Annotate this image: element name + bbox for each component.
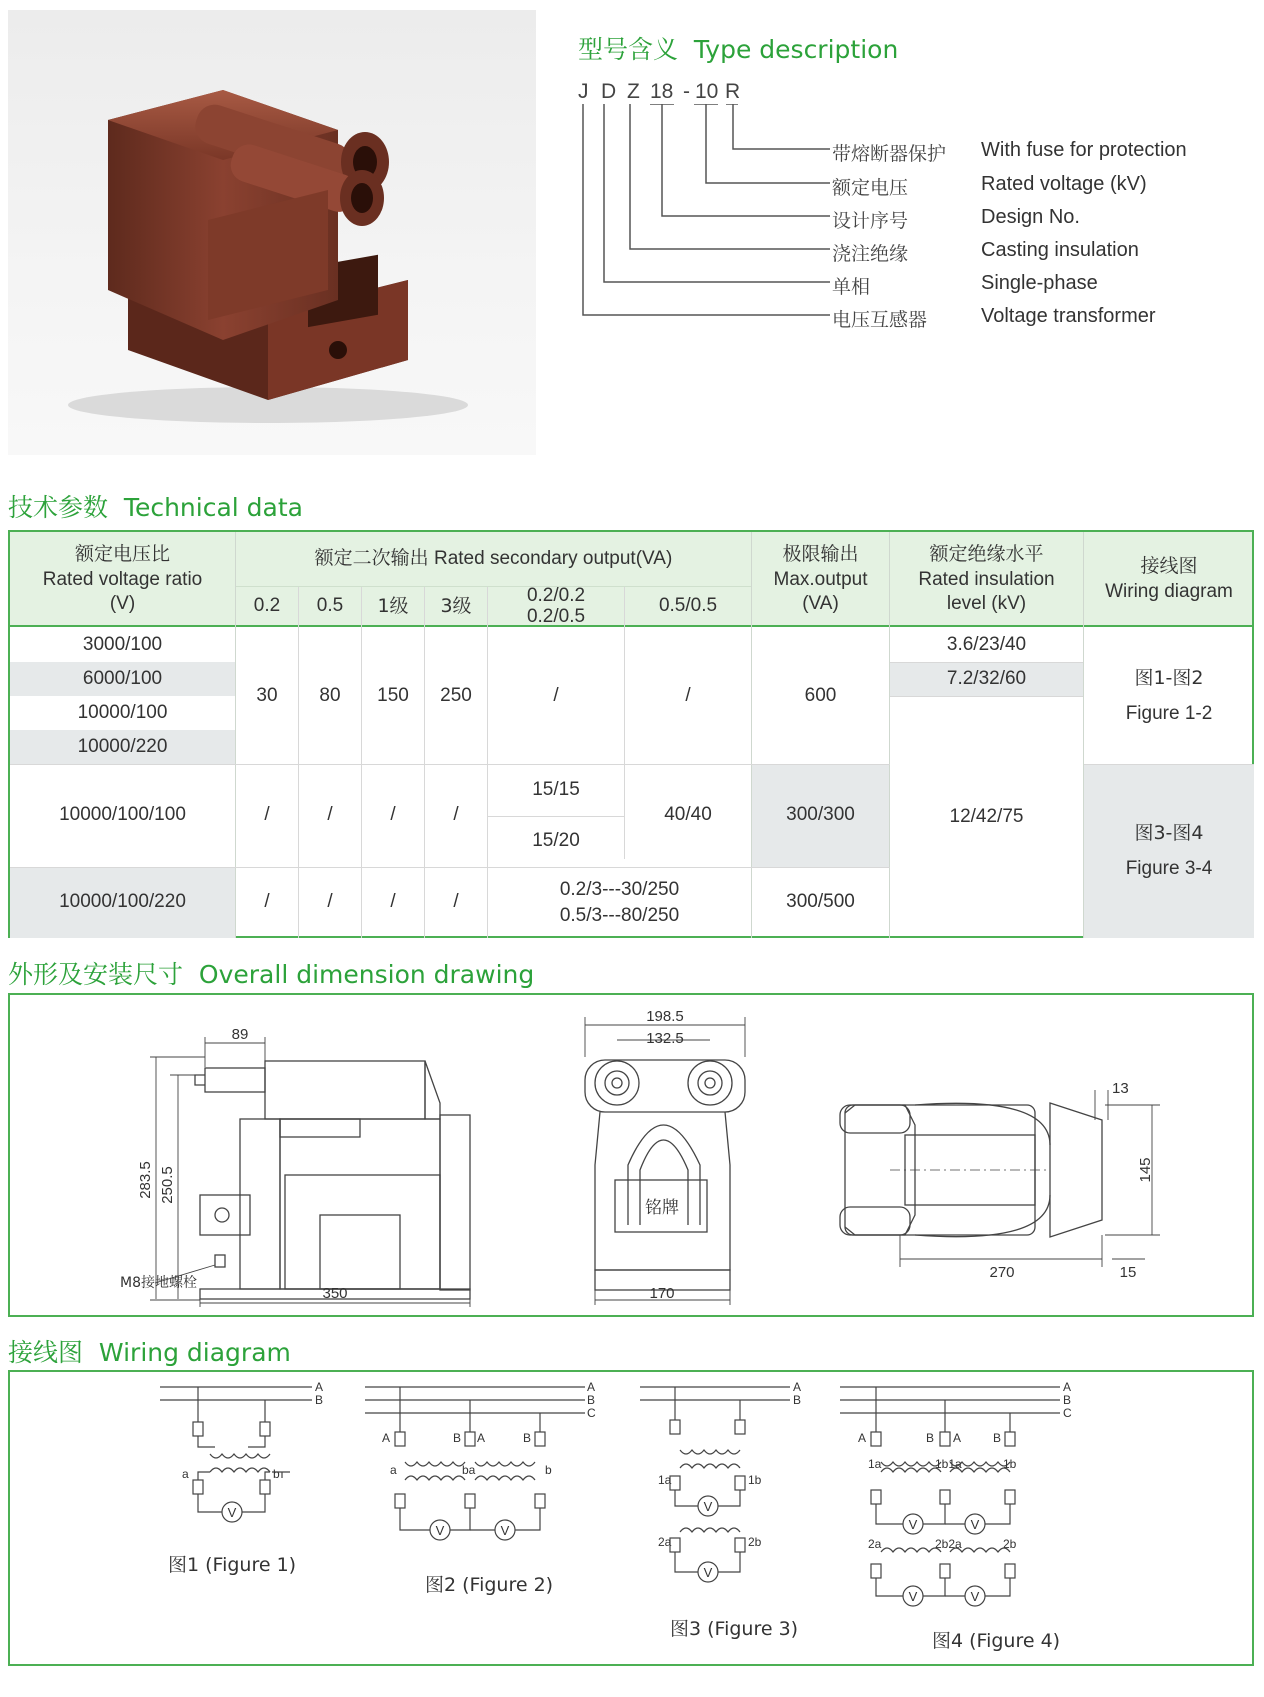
phase-a-label: A (1063, 1380, 1072, 1394)
value-cell: 15/15 (532, 778, 580, 800)
ratio-cell: 10000/100/100 (59, 804, 186, 826)
value-cell: / (685, 684, 691, 706)
dimension-drawings (10, 995, 1252, 1315)
terminal-2b-label: 2b (748, 1535, 762, 1549)
dim-283-5: 283.5 (137, 1161, 154, 1199)
terminal-a-label: A (477, 1431, 486, 1445)
ratio-cell: 6000/100 (82, 667, 163, 689)
code-letter-r: R (725, 80, 741, 103)
voltmeter-label: V (703, 1565, 713, 1580)
product-photo (8, 10, 536, 455)
terminal-2b-label: 2b (1003, 1537, 1017, 1551)
td-row-cn-5: 单相 (832, 276, 871, 298)
figure-4-caption: 图4 (Figure 4) (932, 1630, 1061, 1652)
dimension-frame (8, 993, 1254, 1317)
value-cell: 15/20 (532, 830, 580, 852)
code-voltage: 10 (695, 80, 719, 103)
type-description-title: 型号含义 Type description (578, 35, 899, 64)
header-class-05-05: 0.5/0.5 (658, 595, 718, 617)
voltmeter-label: V (500, 1523, 510, 1538)
value-cell: / (264, 804, 270, 826)
header-class-1: 1级 (377, 595, 409, 618)
value-cell: 300/500 (786, 891, 855, 913)
terminal-b-label: B (993, 1431, 1002, 1445)
dim-15: 15 (1119, 1264, 1137, 1281)
dim-132-5: 132.5 (646, 1030, 684, 1047)
phase-a-label: A (587, 1380, 596, 1394)
dim-89: 89 (231, 1026, 249, 1043)
value-cell: / (553, 684, 559, 706)
value-cell: / (390, 891, 396, 913)
phase-b-label: B (793, 1393, 802, 1407)
phase-c-label: C (587, 1406, 596, 1420)
header-insulation: 额定绝缘水平 Rated insulation level (kV) (918, 542, 1055, 615)
header-secondary-output: 额定二次输出 Rated secondary output(VA) (314, 547, 673, 570)
technical-data-table (8, 530, 1254, 938)
value-cell: / (327, 891, 333, 913)
dim-145: 145 (1137, 1157, 1154, 1183)
td-row-en-3: Design No. (981, 206, 1080, 228)
figure-3-caption: 图3 (Figure 3) (670, 1618, 799, 1640)
header-class-0-5: 0.5 (316, 595, 344, 617)
ratio-cell: 10000/100/220 (59, 891, 186, 913)
wiring-title: 接线图 Wiring diagram (8, 1338, 291, 1367)
ratio-cell: 10000/220 (77, 735, 168, 757)
td-row-cn-6: 电压互感器 (832, 309, 928, 331)
code-letter-j: J (578, 80, 589, 103)
value-cell: / (453, 804, 459, 826)
value-cell: 80 (319, 684, 341, 706)
dim-198-5: 198.5 (646, 1008, 684, 1025)
code-dash: - (683, 80, 690, 103)
value-cell: / (327, 804, 333, 826)
terminal-1b-label: 1b (1003, 1457, 1017, 1471)
td-row-cn-2: 额定电压 (832, 177, 909, 199)
voltmeter-label: V (703, 1499, 713, 1514)
header-ratio: 额定电压比 Rated voltage ratio (V) (42, 542, 203, 615)
value-cell: 150 (377, 684, 409, 706)
dim-170: 170 (649, 1285, 675, 1302)
terminal-a-label: a (390, 1463, 397, 1477)
phase-a-label: A (315, 1380, 324, 1394)
code-letter-z: Z (627, 80, 640, 103)
code-leader-lines (578, 104, 838, 324)
header-class-0-2: 0.2 (253, 595, 281, 617)
dim-350: 350 (322, 1285, 348, 1302)
terminal-1a-label: 1a (658, 1473, 672, 1487)
terminal-b-label: B (926, 1431, 935, 1445)
phase-b-label: B (1063, 1393, 1072, 1407)
terminal-b-label: B (453, 1431, 462, 1445)
header-class-3: 3级 (440, 595, 472, 618)
terminal-2a-label: 2a (868, 1537, 882, 1551)
figure-2-caption: 图2 (Figure 2) (425, 1574, 554, 1596)
voltmeter-label: V (435, 1523, 445, 1538)
phase-b-label: B (315, 1393, 324, 1407)
code-design-no: 18 (650, 80, 674, 103)
phase-c-label: C (1063, 1406, 1072, 1420)
voltmeter-label: V (908, 1517, 918, 1532)
terminal-a-label: A (953, 1431, 962, 1445)
wiring-cell: 图1-图2 Figure 1-2 (1125, 667, 1213, 724)
td-row-cn-3: 设计序号 (832, 210, 909, 232)
dim-13: 13 (1112, 1080, 1129, 1097)
value-cell: / (453, 891, 459, 913)
nameplate-label: 铭牌 (645, 1198, 679, 1218)
insulation-cell: 7.2/32/60 (946, 667, 1027, 689)
ground-bolt-label: M8接地螺栓 (120, 1275, 197, 1291)
code-letter-d: D (601, 80, 617, 103)
header-wiring: 接线图 Wiring diagram (1105, 555, 1233, 602)
transformer-illustration (8, 10, 536, 455)
ratio-cell: 10000/100 (77, 701, 168, 723)
voltmeter-label: V (227, 1505, 237, 1520)
value-cell: 40/40 (664, 804, 712, 826)
td-row-en-2: Rated voltage (kV) (981, 173, 1147, 195)
figure-1-caption: 图1 (Figure 1) (168, 1554, 297, 1576)
wiring-diagrams (10, 1372, 1252, 1664)
phase-b-label: B (587, 1393, 596, 1407)
td-row-en-1: With fuse for protection (981, 139, 1187, 161)
terminal-ba-label: ba (462, 1463, 476, 1477)
wiring-frame (8, 1370, 1254, 1666)
value-cell: / (390, 804, 396, 826)
dimension-title: 外形及安装尺寸 Overall dimension drawing (8, 960, 535, 989)
value-cell: / (264, 891, 270, 913)
terminal-b-label: b (273, 1467, 280, 1481)
phase-a-label: A (793, 1380, 802, 1394)
terminal-1b-label: 1b (748, 1473, 762, 1487)
wiring-cell: 图3-图4 Figure 3-4 (1125, 822, 1213, 879)
value-cell: 0.2/3---30/250 0.5/3---80/250 (559, 878, 680, 926)
voltmeter-label: V (908, 1589, 918, 1604)
td-row-cn-4: 浇注绝缘 (832, 243, 909, 265)
dim-270: 270 (989, 1264, 1015, 1281)
terminal-2a-label: 2a (658, 1535, 672, 1549)
value-cell: 250 (440, 684, 472, 706)
insulation-cell: 3.6/23/40 (946, 633, 1027, 655)
td-row-en-5: Single-phase (981, 272, 1098, 294)
value-cell: 300/300 (786, 804, 855, 826)
terminal-b-label: b (545, 1463, 552, 1477)
td-row-en-4: Casting insulation (981, 239, 1139, 261)
voltmeter-label: V (970, 1589, 980, 1604)
terminal-2b2a-label: 2b2a (935, 1537, 962, 1551)
td-row-cn-1: 带熔断器保护 (832, 143, 947, 165)
technical-data-title: 技术参数 Technical data (8, 493, 303, 522)
voltmeter-label: V (970, 1517, 980, 1532)
value-cell: 30 (256, 684, 278, 706)
value-cell: 600 (804, 684, 837, 706)
terminal-a-label: A (382, 1431, 391, 1445)
insulation-cell: 12/42/75 (949, 805, 1024, 827)
dim-250-5: 250.5 (159, 1166, 176, 1204)
header-max-output: 极限输出 Max.output (VA) (773, 542, 868, 615)
ratio-cell: 3000/100 (82, 633, 163, 655)
terminal-a-label: a (182, 1467, 189, 1481)
terminal-1b1a-label: 1b1a (935, 1457, 962, 1471)
td-row-en-6: Voltage transformer (981, 305, 1156, 327)
header-class-02-02: 0.2/0.2 0.2/0.5 (526, 584, 586, 627)
terminal-a-label: A (858, 1431, 867, 1445)
terminal-b-label: B (523, 1431, 532, 1445)
terminal-1a-label: 1a (868, 1457, 882, 1471)
